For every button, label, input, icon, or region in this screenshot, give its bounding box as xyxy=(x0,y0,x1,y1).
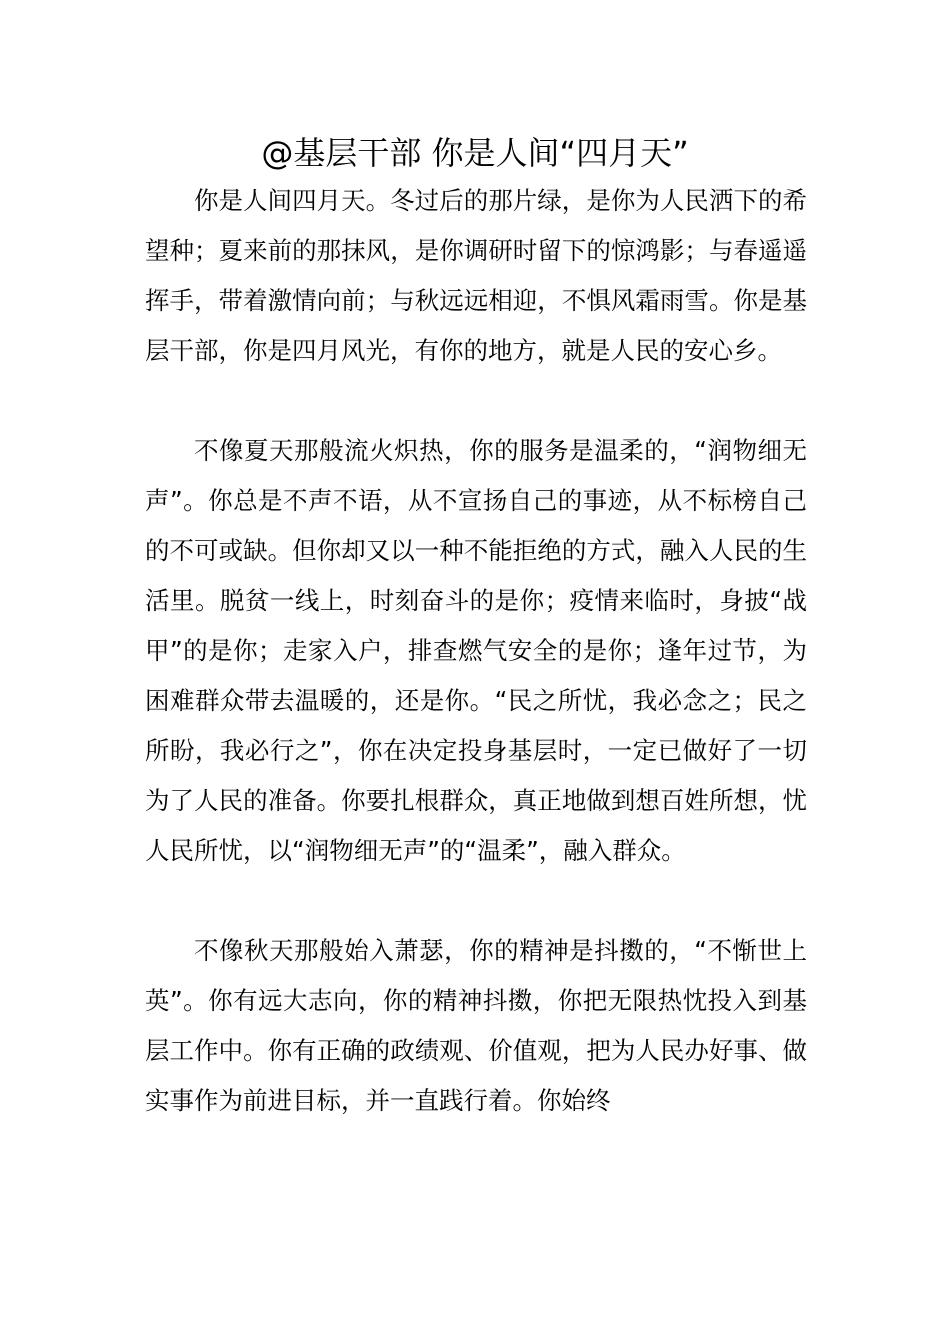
paragraph-1: 你是人间四月天。冬过后的那片绿，是你为人民洒下的希望种；夏来前的那抹风，是你调研时留下的惊鸿影；与春遥遥挥手，带着激情向前；与秋远远相迎，不惧风霜雨雪。你是基层干部，你是四月风光，有你的地方，就是人民的安心乡。 xyxy=(145,186,807,365)
document-title: @基层干部 你是人间“四月天” xyxy=(261,134,689,172)
paragraph-2: 不像夏天那般流火炽热，你的服务是温柔的，“润物细无声”。你总是不声不语，从不宣扬自己的事迹，从不标榜自己的不可或缺。但你却又以一种不能拒绝的方式，融入人民的生活里。脱贫一线上，时刻奋斗的是你；疫情来临时，身披“战甲”的是你；走家入户，排查燃气安全的是你；逢年过节，为困难群众带去温暖的，还是你。“民之所忧，我必念之；民之所盼，我必行之”，你在决定投身基层时，一定已做好了一切为了人民的准备。你要扎根群众，真正地做到想百姓所想，忧人民所忧，以“润物细无声”的“温柔”，融入群众。 xyxy=(145,436,807,865)
document-body xyxy=(145,176,807,1126)
paragraph-3: 不像秋天那般始入萧瑟，你的精神是抖擞的，“不惭世上英”。你有远大志向，你的精神抖擞，你把无限热忱投入到基层工作中。你有正确的政绩观、价值观，把为人民办好事、做实事作为前进目标，并一直践行着。你始终 xyxy=(145,936,807,1115)
